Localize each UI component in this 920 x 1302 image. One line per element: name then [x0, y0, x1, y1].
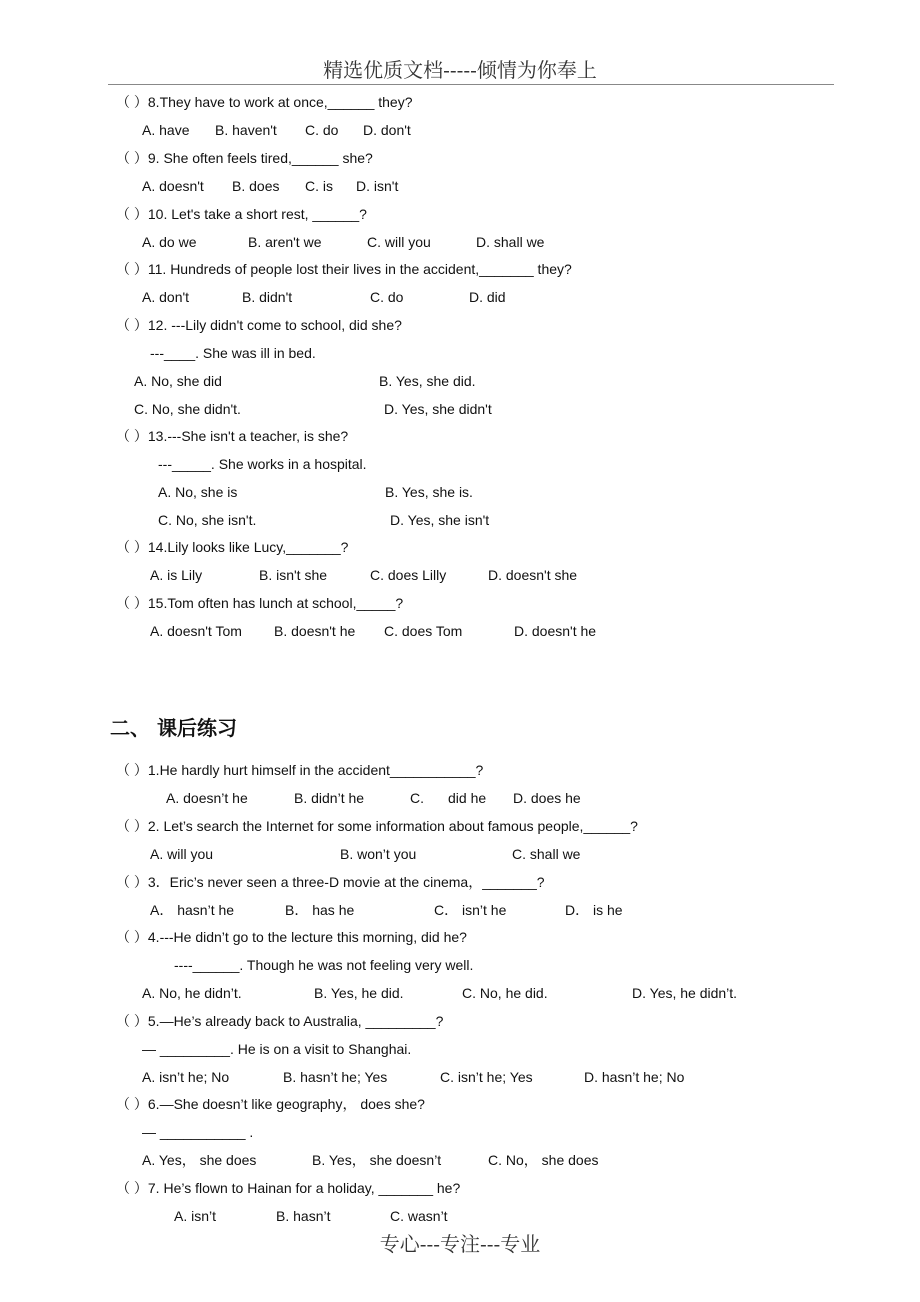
response-line: ----______. Though he was not feeling very well. — [174, 957, 474, 973]
option: C. isn’t he; Yes — [440, 1069, 533, 1085]
section-title: 二、 课后练习 — [110, 716, 237, 740]
option: A. doesn't Tom — [150, 623, 242, 639]
question-text: （ ）15.Tom often has lunch at school,_____? — [116, 595, 404, 611]
question-text: （ ）14.Lily looks like Lucy,_______? — [116, 539, 349, 555]
option: A. doesn’t he — [166, 790, 248, 806]
question-text: （ ）12. ---Lily didn't come to school, did she? — [116, 317, 402, 333]
question-text: （ ）1.He hardly hurt himself in the accident___________? — [116, 762, 484, 778]
option: B. didn’t he — [294, 790, 365, 806]
option: C. do — [370, 289, 404, 305]
page-header: 精选优质文档-----倾情为你奉上 — [323, 58, 597, 82]
question-text: （ ）3．Eric’s never seen a three-D movie at the cinema，_______? — [116, 874, 545, 890]
question-text: （ ）8.They have to work at once,______ they? — [116, 94, 413, 110]
option: A. No, she is — [158, 484, 238, 500]
option: did he — [448, 790, 487, 806]
response-line: ---____. She was ill in bed. — [150, 345, 316, 361]
option: A. will you — [150, 846, 214, 862]
response-line: — _________. He is on a visit to Shanghai. — [142, 1041, 412, 1057]
option: A. No, she did — [134, 373, 222, 389]
option: D. does he — [513, 790, 581, 806]
option: B. doesn't he — [274, 623, 356, 639]
question-text: （ ）7. He’s flown to Hainan for a holiday, _______ he? — [116, 1180, 461, 1196]
option: D. Yes, she didn't — [384, 401, 492, 417]
option: A. is Lily — [150, 567, 203, 583]
option: A. isn’t — [174, 1208, 217, 1224]
option: D. shall we — [476, 234, 545, 250]
response-line: — ___________ . — [142, 1124, 254, 1140]
option: D. don't — [363, 122, 411, 138]
option: C. will you — [367, 234, 431, 250]
option: D. doesn't she — [488, 567, 578, 583]
option: B. hasn’t he; Yes — [283, 1069, 388, 1085]
option: A． hasn’t he — [150, 902, 235, 918]
header-divider — [108, 84, 834, 85]
page-footer: 专心---专注---专业 — [379, 1232, 541, 1256]
option: C． isn’t he — [434, 902, 507, 918]
response-line: ---_____. She works in a hospital. — [158, 456, 367, 472]
option: B. haven't — [215, 122, 277, 138]
option: A. Yes， she does — [142, 1152, 257, 1168]
option: C. does Lilly — [370, 567, 447, 583]
option: C. — [410, 790, 424, 806]
option: C. No, she isn't. — [158, 512, 257, 528]
option: B. hasn’t — [276, 1208, 331, 1224]
option: C. do — [305, 122, 339, 138]
question-text: （ ）2. Let’s search the Internet for some information about famous people,______? — [116, 818, 638, 834]
option: D. Yes, he didn’t. — [632, 985, 738, 1001]
question-text: （ ）5.—He’s already back to Australia, _________? — [116, 1013, 444, 1029]
option: C. No， she does — [488, 1152, 599, 1168]
question-text: （ ）11. Hundreds of people lost their lives in the accident,_______ they? — [116, 261, 572, 277]
option: B. aren't we — [248, 234, 322, 250]
option: B. Yes, she is. — [385, 484, 473, 500]
option: A. isn’t he; No — [142, 1069, 230, 1085]
option: B. won’t you — [340, 846, 417, 862]
option: D. hasn’t he; No — [584, 1069, 685, 1085]
question-text: （ ）10. Let's take a short rest, ______? — [116, 206, 367, 222]
option: A. doesn't — [142, 178, 204, 194]
question-text: （ ）9. She often feels tired,______ she? — [116, 150, 373, 166]
option: C. shall we — [512, 846, 581, 862]
option: C. No, he did. — [462, 985, 548, 1001]
option: B. does — [232, 178, 280, 194]
question-text: （ ）13.---She isn't a teacher, is she? — [116, 428, 349, 444]
option: B. isn't she — [259, 567, 328, 583]
option: C. does Tom — [384, 623, 463, 639]
option: D. did — [469, 289, 506, 305]
option: C. wasn’t — [390, 1208, 448, 1224]
option: A. do we — [142, 234, 197, 250]
option: A. No, he didn’t. — [142, 985, 242, 1001]
option: B. Yes, he did. — [314, 985, 404, 1001]
option: C. No, she didn't. — [134, 401, 241, 417]
option: B. Yes， she doesn’t — [312, 1152, 442, 1168]
option: B． has he — [285, 902, 355, 918]
question-text: （ ）6.—She doesn’t like geography， does she? — [116, 1096, 425, 1112]
option: A. have — [142, 122, 190, 138]
question-text: （ ）4.---He didn’t go to the lecture this morning, did he? — [116, 929, 467, 945]
option: D. Yes, she isn't — [390, 512, 490, 528]
option: D. isn't — [356, 178, 399, 194]
option: D． is he — [565, 902, 623, 918]
option: B. Yes, she did. — [379, 373, 476, 389]
option: C. is — [305, 178, 333, 194]
option: A. don't — [142, 289, 190, 305]
option: B. didn't — [242, 289, 293, 305]
option: D. doesn't he — [514, 623, 597, 639]
